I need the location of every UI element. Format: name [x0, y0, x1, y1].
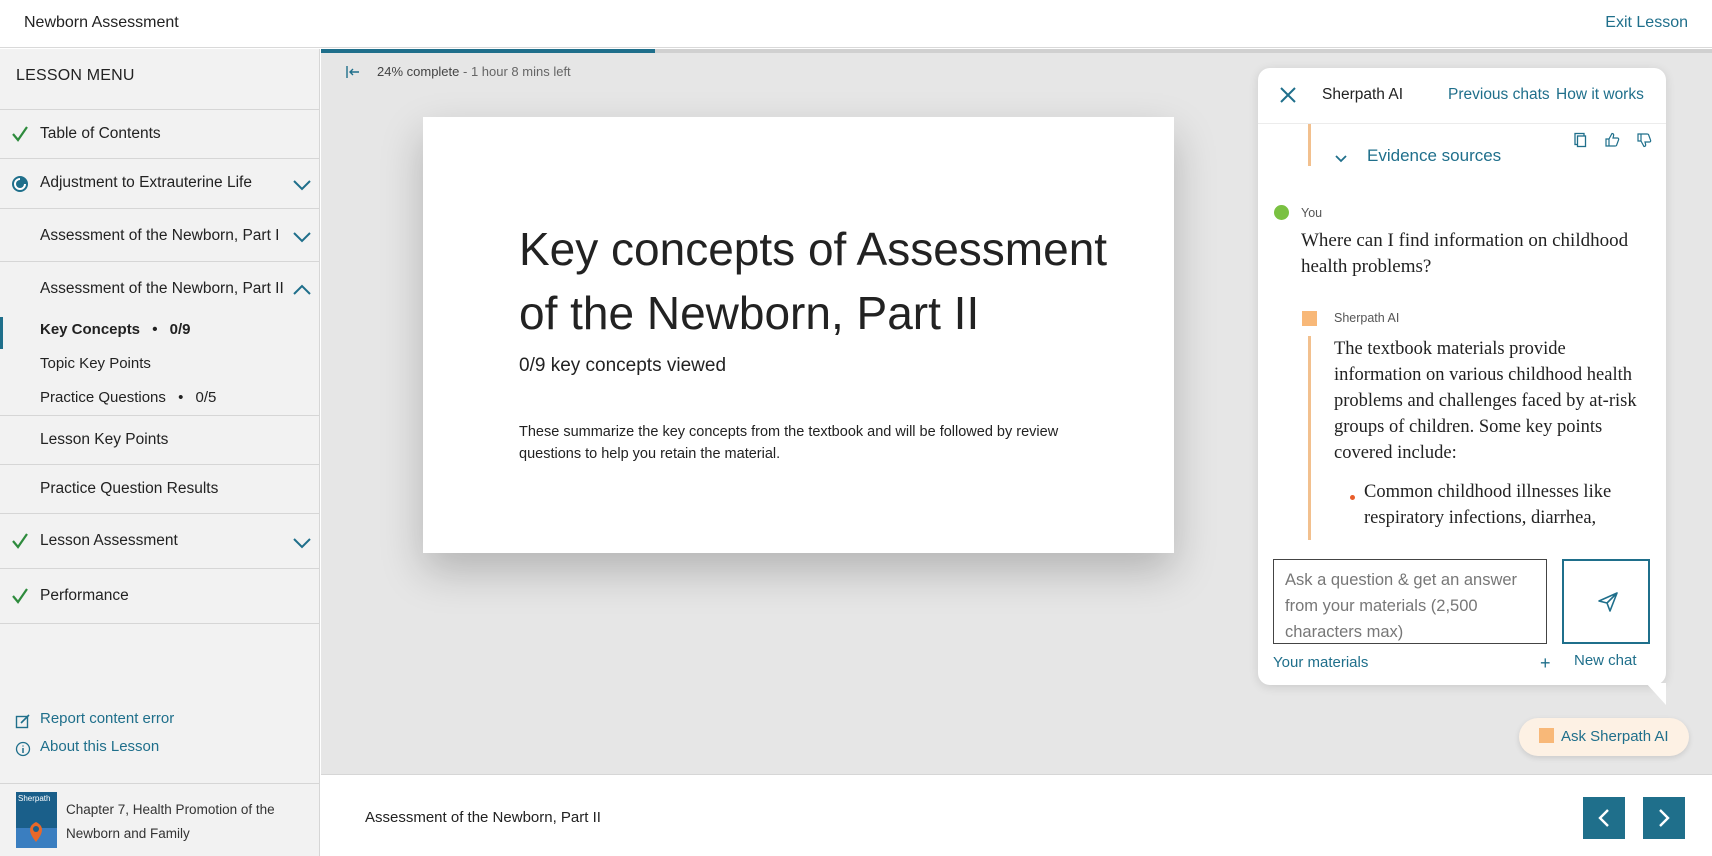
progress-complete: 24% complete: [377, 64, 460, 79]
sherpath-ai-chat-panel: [1258, 68, 1666, 685]
subitem-practice-questions[interactable]: Practice Questions • 0/5: [40, 389, 217, 406]
menu-item-assessment-part-1[interactable]: [0, 209, 320, 262]
key-concepts-card: [423, 117, 1174, 553]
previous-chats-link[interactable]: Previous chats: [1448, 86, 1550, 103]
ai-avatar: [1302, 311, 1317, 326]
checkmark-icon: [11, 125, 29, 143]
copy-icon[interactable]: [1572, 132, 1588, 148]
menu-item-performance[interactable]: [0, 569, 320, 624]
chat-question-input[interactable]: [1273, 559, 1547, 644]
chat-messages[interactable]: [1258, 124, 1666, 540]
progress-time-left: - 1 hour 8 mins left: [463, 64, 571, 79]
subitem-count: 0/5: [195, 389, 217, 406]
send-button[interactable]: [1562, 559, 1650, 644]
ask-sherpath-ai-button[interactable]: [1519, 718, 1689, 756]
chevron-up-icon[interactable]: [292, 284, 312, 296]
progress-text: [377, 64, 571, 79]
menu-item-label: Adjustment to Extrauterine Life: [40, 174, 252, 191]
active-indicator: [0, 317, 3, 349]
ai-message-bullet: Common childhood illnesses like respiratory infections, diarrhea,: [1364, 482, 1612, 528]
bottom-bar: [321, 774, 1712, 856]
menu-item-label: Lesson Assessment: [40, 532, 178, 549]
app-title: Newborn Assessment: [24, 14, 179, 31]
subitem-key-concepts[interactable]: Key Concepts • 0/9: [40, 321, 191, 338]
menu-item-label: Assessment of the Newborn, Part I: [40, 227, 280, 244]
progress-bar: [321, 49, 1712, 53]
card-title: Key concepts of Assessment of the Newborn, Part II: [519, 223, 1108, 339]
collapse-sidebar-icon[interactable]: [345, 64, 361, 80]
chevron-down-icon[interactable]: [292, 537, 312, 549]
menu-item-lesson-key-points[interactable]: [0, 416, 320, 465]
chapter-title: Chapter 7, Health Promotion of the Newborn and Family: [66, 802, 275, 841]
chapter-thumbnail: [16, 792, 57, 848]
menu-item-label: Performance: [40, 587, 129, 604]
thumbs-down-icon[interactable]: [1636, 132, 1652, 148]
menu-item-adjustment[interactable]: [0, 159, 320, 209]
menu-item-label: Table of Contents: [40, 125, 161, 142]
card-description: These summarize the key concepts from the textbook and will be followed by review questions to help you retain the material.: [519, 424, 1059, 462]
subitem-count: 0/9: [169, 321, 191, 338]
chevron-down-icon[interactable]: [292, 231, 312, 243]
evidence-sources-toggle[interactable]: Evidence sources: [1367, 146, 1502, 165]
edit-icon: [15, 713, 31, 729]
user-message: Where can I find information on childhood health problems?: [1301, 230, 1629, 277]
chat-panel-tail: [1646, 683, 1666, 705]
plus-icon[interactable]: +: [1540, 653, 1551, 673]
exit-lesson-link[interactable]: Exit Lesson: [1605, 14, 1688, 31]
menu-item-label: Lesson Key Points: [40, 431, 169, 448]
menu-item-practice-question-results[interactable]: [0, 465, 320, 514]
lesson-menu-sidebar: [0, 49, 320, 856]
ai-message: The textbook materials provide information on various childhood health problems and challenges faced by at-risk groups of children. Some key points covered include:: [1334, 339, 1637, 463]
map-pin-icon: [16, 792, 57, 848]
chat-title: Sherpath AI: [1322, 86, 1404, 103]
how-it-works-link[interactable]: How it works: [1556, 86, 1644, 103]
your-materials-link[interactable]: Your materials: [1273, 654, 1369, 671]
send-icon: [1597, 591, 1619, 613]
user-label: You: [1301, 206, 1323, 220]
thumbnail-label: Sherpath: [18, 794, 51, 803]
info-icon: [15, 741, 31, 757]
chat-header: [1258, 68, 1666, 124]
about-lesson-link[interactable]: About this Lesson: [40, 738, 160, 755]
menu-item-lesson-assessment[interactable]: [0, 514, 320, 569]
checkmark-icon: [11, 587, 29, 605]
lesson-menu-heading: LESSON MENU: [16, 67, 135, 84]
menu-item-label: Assessment of the Newborn, Part II: [40, 280, 284, 297]
new-chat-button[interactable]: New chat: [1574, 652, 1637, 669]
chevron-right-icon: [1654, 808, 1674, 828]
chapter-info: [0, 783, 320, 856]
ai-response-line: [1308, 336, 1311, 540]
bottom-section-title: Assessment of the Newborn, Part II: [365, 809, 601, 826]
chevron-left-icon: [1594, 808, 1614, 828]
sherpath-ai-icon: [1539, 728, 1554, 743]
chevron-down-icon[interactable]: [292, 179, 312, 191]
ai-response-line: [1308, 124, 1311, 166]
user-avatar: [1274, 205, 1289, 220]
subitem-topic-key-points[interactable]: Topic Key Points: [40, 355, 151, 372]
bullet-icon: [1350, 495, 1355, 500]
card-subtitle: 0/9 key concepts viewed: [519, 355, 727, 376]
thumbs-up-icon[interactable]: [1604, 132, 1620, 148]
previous-button[interactable]: [1583, 797, 1625, 839]
progress-circle-icon: [11, 175, 29, 193]
next-button[interactable]: [1643, 797, 1685, 839]
checkmark-icon: [11, 532, 29, 550]
ai-label: Sherpath AI: [1334, 311, 1400, 325]
close-icon[interactable]: [1278, 85, 1298, 105]
progress-bar-fill: [321, 49, 655, 53]
ask-sherpath-ai-label: Ask Sherpath AI: [1561, 728, 1669, 745]
menu-item-table-of-contents[interactable]: [0, 109, 320, 159]
chevron-down-icon[interactable]: [1334, 154, 1348, 164]
menu-item-label: Practice Question Results: [40, 480, 219, 497]
top-bar: [0, 0, 1712, 48]
report-content-error-link[interactable]: Report content error: [40, 710, 175, 727]
